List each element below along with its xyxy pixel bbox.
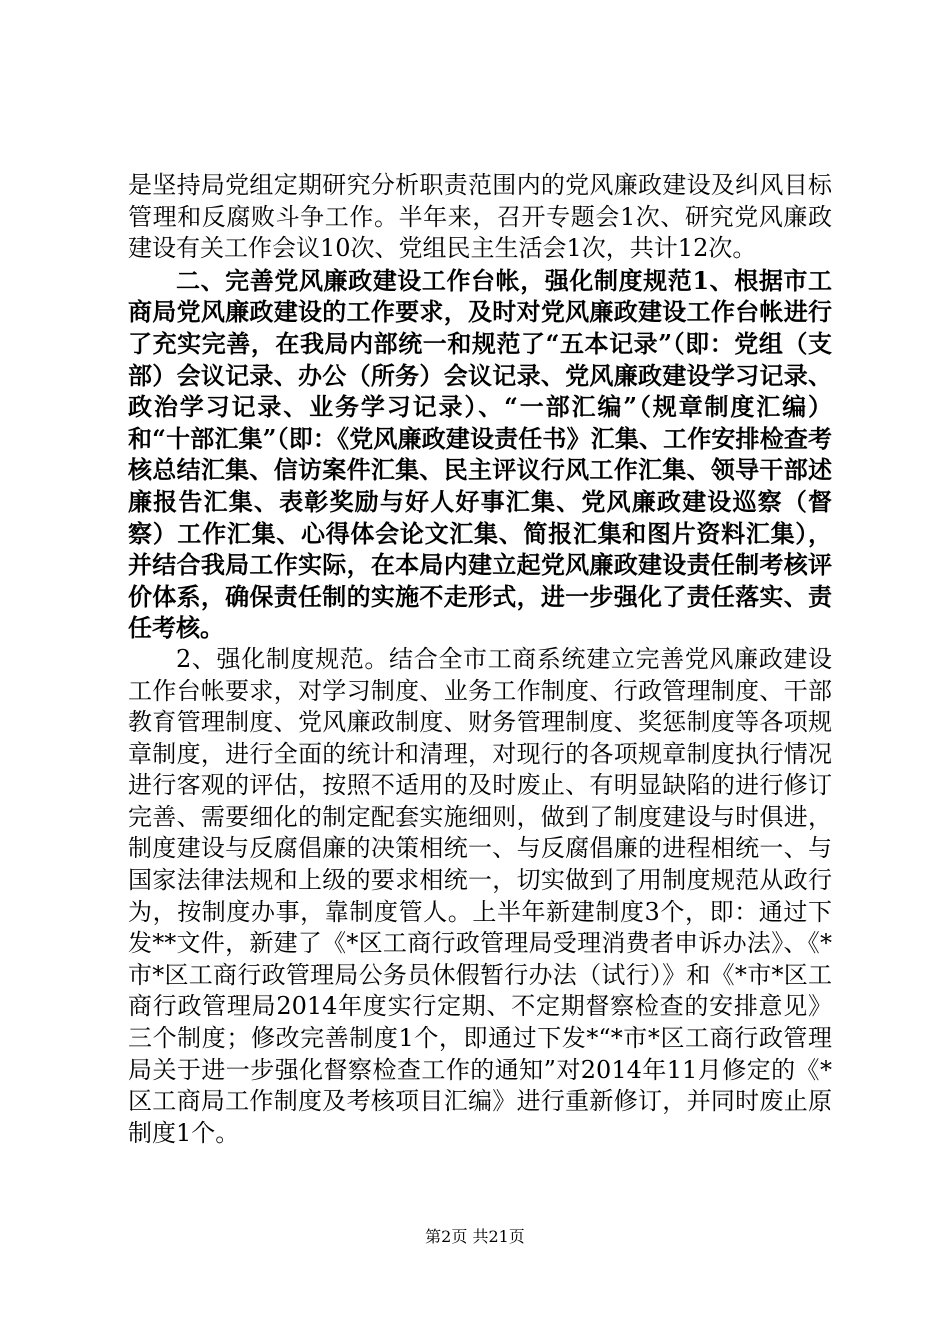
paragraph-continuation: 是坚持局党组定期研究分析职责范围内的党风廉政建设及纠风目标管理和反腐败斗争工作。半年来，召开专题会1次、研究党风廉政建设有关工作会议10次、党组民主生活会1次，共计12次。 xyxy=(128,171,832,263)
paragraph-item-two: 2、强化制度规范。结合全市工商系统建立完善党风廉政建设工作台帐要求，对学习制度、业务工作制度、行政管理制度、干部教育管理制度、党风廉政制度、财务管理制度、奖惩制度等各项规章制度，进行全面的统计和清理，对现行的各项规章制度执行情况进行客观的评估，按照不适用的及时废止、有明显缺陷的进行修订完善、需要细化的制定配套实施细则，做到了制度建设与时俱进，制度建设与反腐倡廉的决策相统一、与反腐倡廉的进程相统一、与国家法律法规和上级的要求相统一，切实做到了用制度规范从政行为，按制度办事，靠制度管人。上半年新建制度3个，即：通过下发**文件，新建了《*区工商行政管理局受理消费者申诉办法》、《*市*区工商行政管理局公务员休假暂行办法（试行）》和《*市*区工商行政管理局2014年度实行定期、不定期督察检查的安排意见》三个制度；修改完善制度1个，即通过下发*“*市*区工商行政管理局关于进一步强化督察检查工作的通知”对2014年11月修定的《*区工商局工作制度及考核项目汇编》进行重新修订，并同时废止原制度1个。 xyxy=(128,644,832,1147)
page-number-footer: 第2页 共21页 xyxy=(425,1227,525,1246)
paragraph-section-two: 二、完善党风廉政建设工作台帐，强化制度规范1、根据市工商局党风廉政建设的工作要求，及时对党风廉政建设工作台帐进行了充实完善，在我局内部统一和规范了“五本记录”（即：党组（支部）会议记录、办公（所务）会议记录、党风廉政建设学习记录、政治学习记录、业务学习记录）、“一部汇编”（规章制度汇编）和“十部汇集”（即：《党风廉政建设责任书》汇集、工作安排检查考核总结汇集、信访案件汇集、民主评议行风工作汇集、领导干部述廉报告汇集、表彰奖励与好人好事汇集、党风廉政建设巡察（督察）工作汇集、心得体会论文汇集、简报汇集和图片资料汇集），并结合我局工作实际，在本局内建立起党风廉政建设责任制考核评价体系，确保责任制的实施不走形式，进一步强化了责任落实、责任考核。 xyxy=(128,265,832,643)
document-body xyxy=(128,170,832,1149)
